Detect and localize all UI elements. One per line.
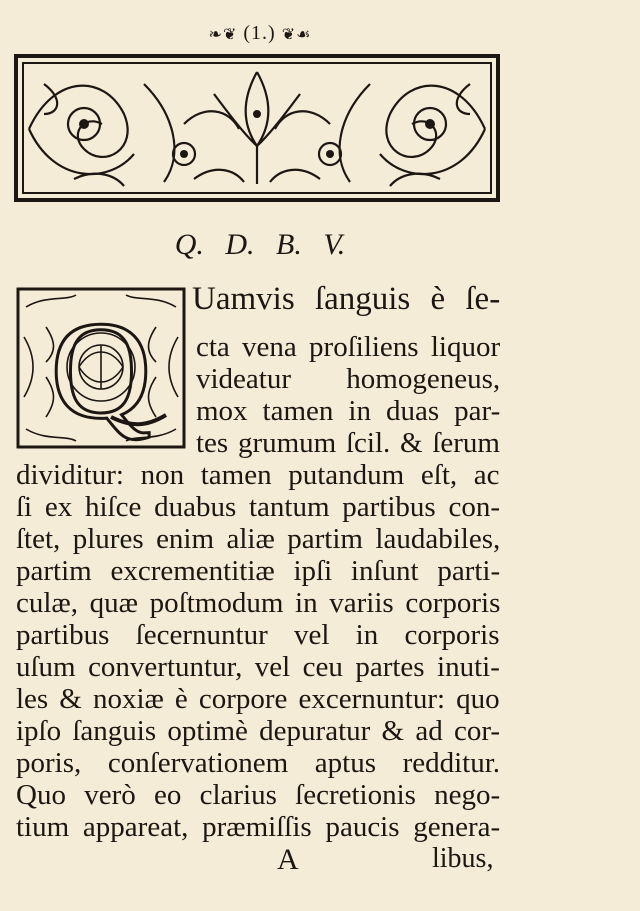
signature-mark: A — [277, 843, 299, 876]
text-line: tium appareat, præmiſſis paucis genera- — [16, 811, 501, 843]
text-line: partibus ſecernuntur vel in corporis — [16, 619, 500, 651]
catchword: libus, — [432, 843, 494, 874]
text-line: les & noxiæ è corpore excernuntur: quo — [16, 683, 500, 715]
fleuron-right-icon: ❦☙ — [281, 26, 312, 44]
ornamental-headpiece — [14, 54, 500, 202]
fleuron-left-icon: ❧❦ — [208, 26, 238, 44]
text-line: ſi ex hiſce duabus tantum partibus con- — [16, 491, 501, 523]
text-line: Uamvis ſanguis è ſe- — [192, 281, 501, 317]
page-footer — [0, 843, 640, 883]
text-line: ſtet, plures enim aliæ partim laudabiles, — [16, 523, 501, 555]
text-line: cta vena proſiliens liquor — [196, 331, 501, 363]
text-line: videatur homogeneus, — [196, 363, 501, 395]
text-line: Quo verò eo clarius ſecretionis nego- — [16, 779, 501, 811]
text-line: culæ, quæ poſtmodum in variis corporis — [16, 587, 501, 619]
text-line: poris, conſervationem aptus redditur. — [16, 747, 501, 779]
initial-letter: Q — [50, 293, 152, 448]
text-line: uſum convertuntur, vel ceu partes inuti- — [16, 651, 500, 683]
page-number — [0, 22, 520, 45]
text-line: partim excrementitiæ ipſi inſunt parti- — [16, 555, 501, 587]
dedication-initials: Q. D. B. V. — [174, 228, 346, 261]
decorated-initial-q — [16, 287, 186, 449]
text-line: dividitur: non tamen putandum eſt, ac — [16, 459, 500, 491]
text-line: tes grumum ſcil. & ſerum — [196, 427, 500, 459]
text-line: mox tamen in duas par- — [196, 395, 501, 427]
page-number-text: (1.) — [243, 22, 276, 44]
text-line: ipſo ſanguis optimè depuratur & ad cor- — [16, 715, 501, 747]
